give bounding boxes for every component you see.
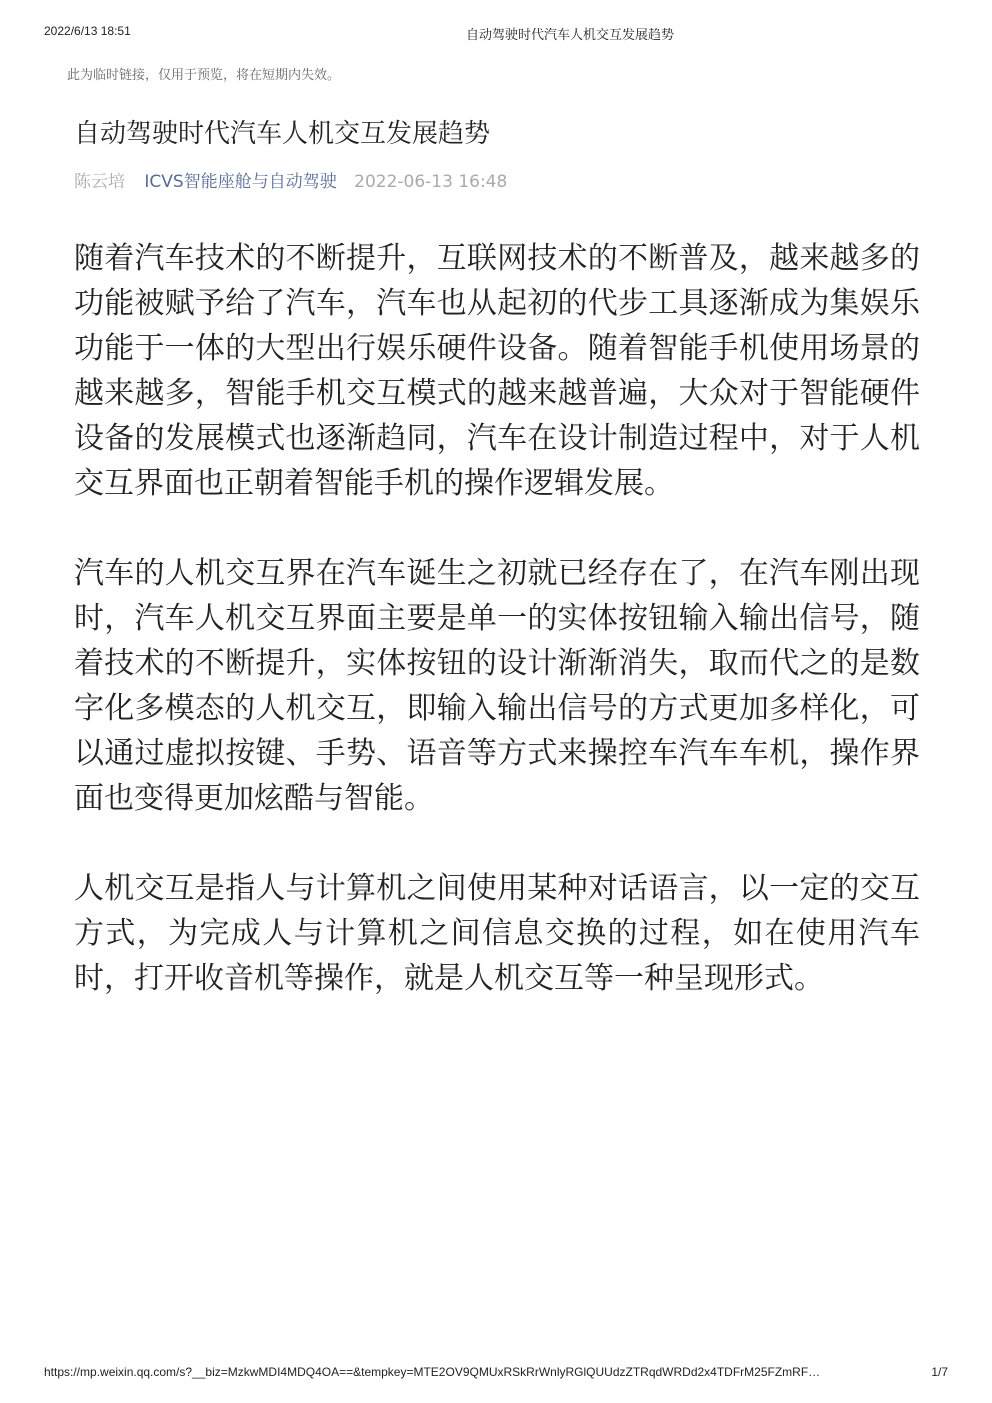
print-doc-title: 自动驾驶时代汽车人机交互发展趋势	[465, 28, 674, 43]
temporary-link-notice: 此为临时链接，仅用于预览，将在短期内失效。	[67, 68, 341, 83]
publish-date: 2022-06-13 16:48	[354, 172, 508, 192]
paragraph: 人机交互是指人与计算机之间使用某种对话语言，以一定的交互方式，为完成人与计算机之间信息交换的过程，如在使用汽车时，打开收音机等操作，就是人机交互等一种呈现形式。	[74, 871, 920, 996]
author-name: 陈云培	[74, 172, 125, 192]
article-content	[74, 236, 920, 1046]
page-number: 1/7	[931, 1365, 948, 1379]
paragraph: 汽车的人机交互界在汽车诞生之初就已经存在了，在汽车刚出现时，汽车人机交互界面主要是单一的实体按钮输入输出信号，随着技术的不断提升，实体按钮的设计渐渐消失，取而代之的是数字化多模态的人机交互，即输入输出信号的方式更加多样化，可以通过虚拟按键、手势、语音等方式来操控车汽车车机，操作界面也变得更加炫酷与智能。	[74, 556, 920, 816]
print-url: https://mp.weixin.qq.com/s?__biz=MzkwMDI4MDQ4OA==&tempkey=MTE2OV9QMUxRSkRrWnlyRGlQUUdzZTRqdWRDd2x4TDFrM25FZmRF…	[44, 1365, 821, 1379]
article-meta	[74, 168, 507, 196]
paragraph: 随着汽车技术的不断提升，互联网技术的不断普及，越来越多的功能被赋予给了汽车，汽车也从起初的代步工具逐渐成为集娱乐功能于一体的大型出行娱乐硬件设备。随着智能手机使用场景的越来越多，智能手机交互模式的越来越普遍，大众对于智能硬件设备的发展模式也逐渐趋同，汽车在设计制造过程中，对于人机交互界面也正朝着智能手机的操作逻辑发展。	[74, 241, 920, 501]
account-name-link[interactable]: ICVS智能座舱与自动驾驶	[144, 172, 337, 192]
article-title: 自动驾驶时代汽车人机交互发展趋势	[74, 119, 491, 149]
print-datetime: 2022/6/13 18:51	[44, 24, 131, 38]
